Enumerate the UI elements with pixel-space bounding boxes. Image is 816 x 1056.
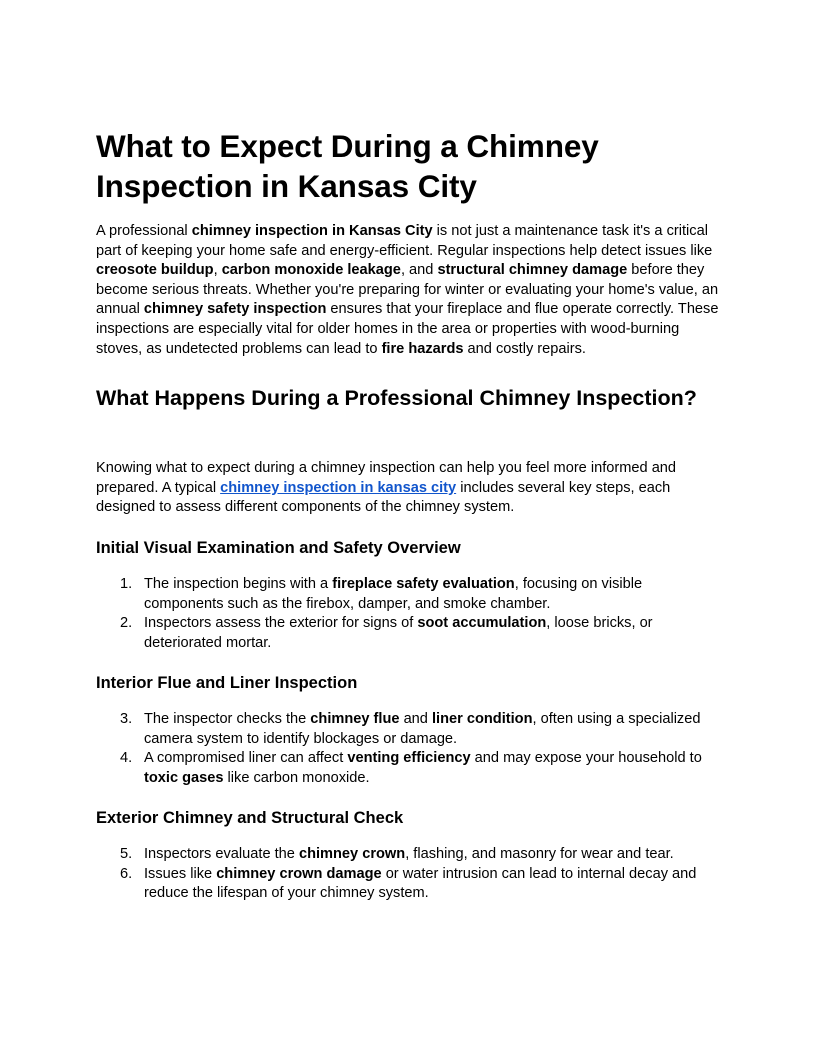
steps-list-visual [96,575,720,653]
list-item: 6. Issues like chimney crown damage or water intrusion can lead to internal decay and reduce the lifespan of your chimney system. [120,865,697,902]
chimney-inspection-link[interactable]: chimney inspection in kansas city [220,479,457,496]
subsection-heading-exterior: Exterior Chimney and Structural Check [96,809,404,827]
page-title: What to Expect During a Chimney Inspection in Kansas City [96,128,599,204]
intro-paragraph: A professional chimney inspection in Kansas City is not just a maintenance task it's a critical part of keeping your home safe and energy-efficient. Regular inspections help detect issues like creosote buildup, carbon monoxide leakage, and structural chimney damage before they become serious threats. Whether you're preparing for winter or evaluating your home's value, an annual chimney safety inspection ensures that your fireplace and flue operate correctly. These inspections are especially vital for older homes in the area or properties with wood-burning stoves, as undetected problems can lead to fire hazards and costly repairs. [96,223,719,357]
list-item: 4. A compromised liner can affect venting efficiency and may expose your household to toxic gases like carbon monoxide. [120,750,702,786]
list-item: 3. The inspector checks the chimney flue and liner condition, often using a specialized camera system to identify blockages or damage. [120,711,701,747]
list-item: 1. The inspection begins with a fireplace safety evaluation, focusing on visible components such as the firebox, damper, and smoke chamber. [120,576,643,612]
subsection-heading-visual: Initial Visual Examination and Safety Overview [96,539,461,557]
list-item: 2. Inspectors assess the exterior for signs of soot accumulation, loose bricks, or deteriorated mortar. [120,615,653,651]
list-item: 5. Inspectors evaluate the chimney crown, flashing, and masonry for wear and tear. [120,846,674,862]
section-heading: What Happens During a Professional Chimney Inspection? [96,386,697,410]
subsection-heading-flue: Interior Flue and Liner Inspection [96,674,358,692]
section-paragraph: Knowing what to expect during a chimney inspection can help you feel more informed and prepared. A typical chimney inspection in kansas city includes several key steps, each designed to assess different components of the chimney system. [96,460,677,516]
steps-list-flue [96,710,720,788]
steps-list-exterior [96,845,720,904]
